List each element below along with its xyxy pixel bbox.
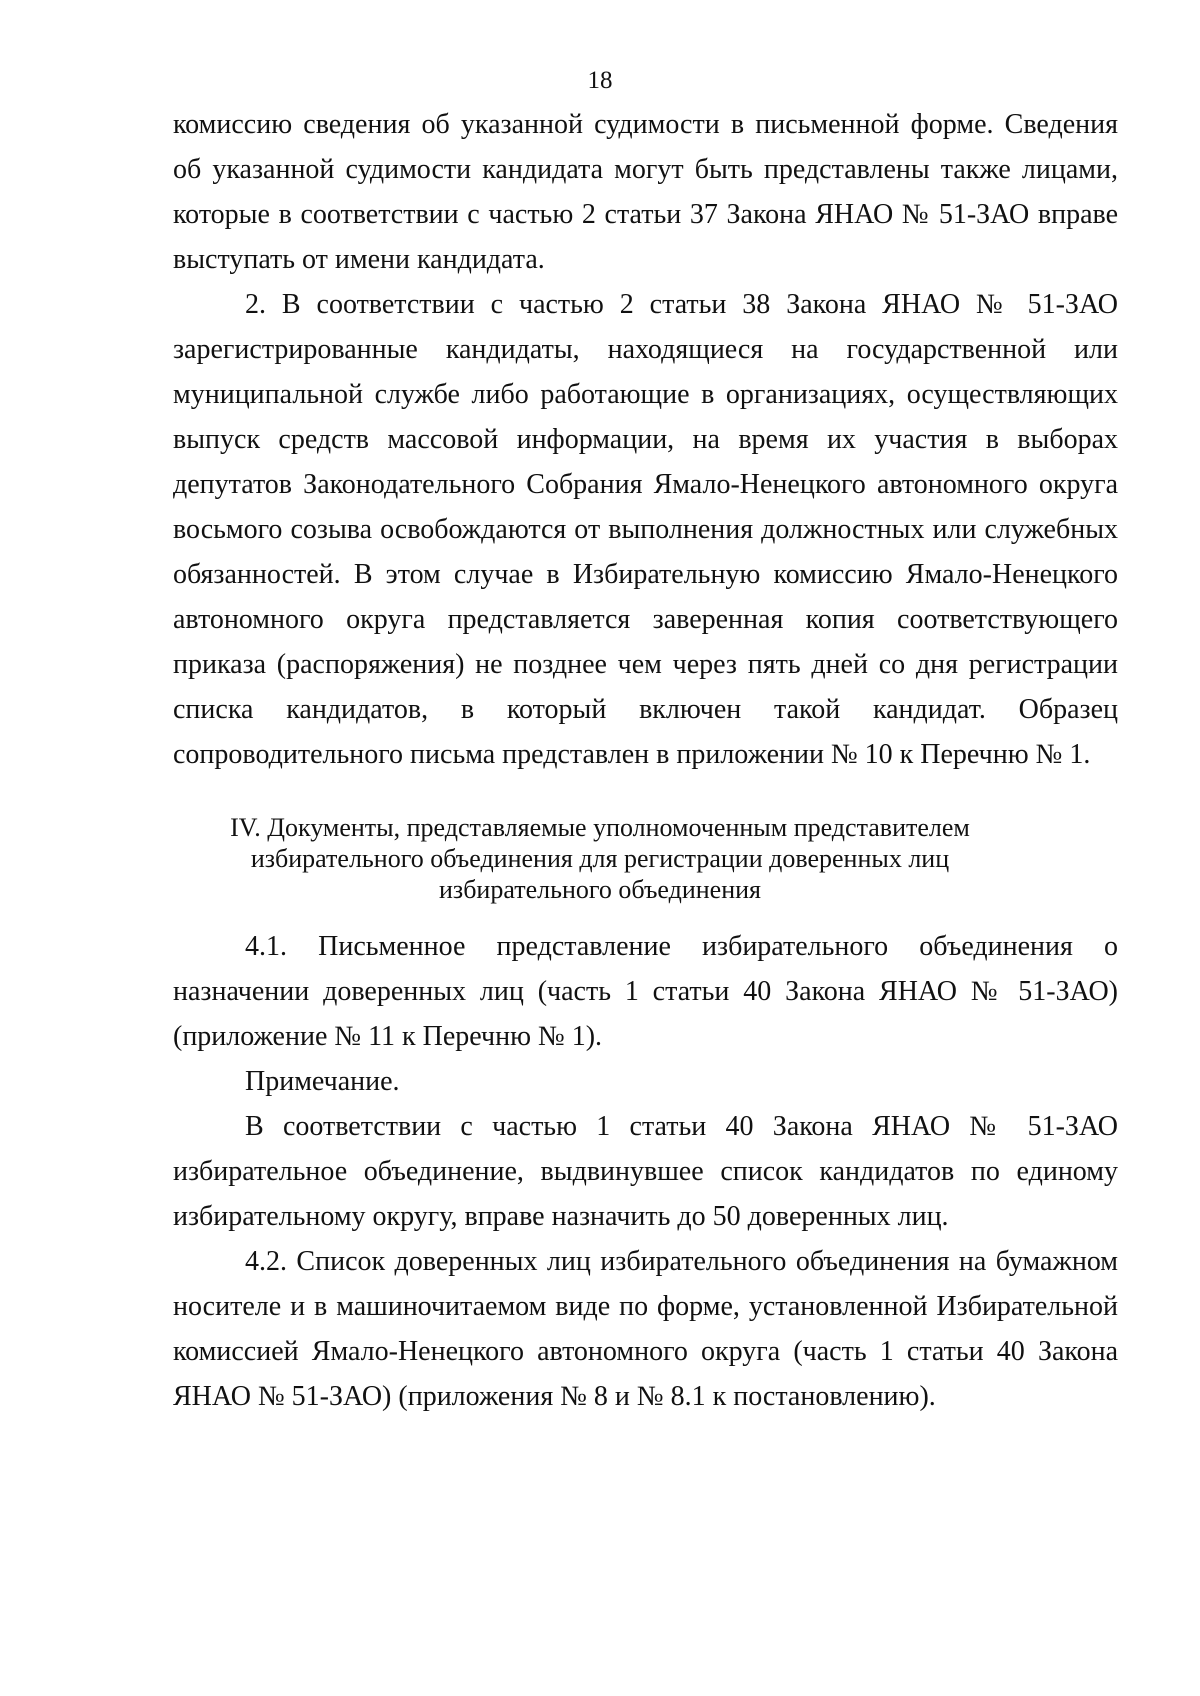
paragraph-line: 2. В соответствии с частью 2 статьи 38 Закона ЯНАО № 51-ЗАО	[245, 289, 1118, 320]
paragraph-line: комиссией Ямало-Ненецкого автономного округа (часть 1 статьи 40 Закона	[173, 1336, 1118, 1367]
paragraph-line: которые в соответствии с частью 2 статьи 37 Закона ЯНАО № 51-ЗАО вправе	[173, 199, 1118, 230]
paragraph-line: сопроводительного письма представлен в приложении № 10 к Перечню № 1.	[173, 739, 1091, 770]
paragraph-line: (приложение № 11 к Перечню № 1).	[173, 1021, 603, 1052]
paragraph-line: избирательному округу, вправе назначить до 50 доверенных лиц.	[173, 1201, 949, 1232]
paragraph-line: списка кандидатов, в который включен такой кандидат. Образец	[173, 694, 1118, 725]
paragraph-line: муниципальной службе либо работающие в организациях, осуществляющих	[173, 379, 1118, 410]
paragraph-line: назначении доверенных лиц (часть 1 статьи 40 Закона ЯНАО № 51-ЗАО)	[173, 976, 1118, 1007]
section-heading-line: IV. Документы, представляемые уполномоченным представителем	[230, 813, 970, 842]
paragraph-line: 4.1. Письменное представление избирательного объединения о	[245, 931, 1118, 962]
paragraph-line: комиссию сведения об указанной судимости в письменной форме. Сведения	[173, 109, 1118, 140]
paragraph-line: 4.2. Список доверенных лиц избирательного объединения на бумажном	[245, 1246, 1118, 1277]
paragraph-line: выпуск средств массовой информации, на время их участия в выборах	[173, 424, 1118, 455]
paragraph-line: выступать от имени кандидата.	[173, 244, 545, 275]
paragraph-line: зарегистрированные кандидаты, находящиеся на государственной или	[173, 334, 1118, 365]
paragraph-line: автономного округа представляется заверенная копия соответствующего	[173, 604, 1118, 635]
paragraph-line: об указанной судимости кандидата могут быть представлены также лицами,	[173, 154, 1118, 185]
page-number: 18	[587, 67, 613, 94]
note-label: Примечание.	[245, 1066, 400, 1097]
paragraph-line: обязанностей. В этом случае в Избирательную комиссию Ямало-Ненецкого	[173, 559, 1118, 590]
paragraph-line: избирательное объединение, выдвинувшее список кандидатов по единому	[173, 1156, 1118, 1187]
paragraph-line: носителе и в машиночитаемом виде по форме, установленной Избирательной	[173, 1291, 1118, 1322]
paragraph-line: В соответствии с частью 1 статьи 40 Закона ЯНАО № 51-ЗАО	[245, 1111, 1118, 1142]
paragraph-line: ЯНАО № 51-ЗАО) (приложения № 8 и № 8.1 к постановлению).	[173, 1381, 936, 1412]
section-heading-line: избирательного объединения	[439, 875, 761, 904]
paragraph-line: восьмого созыва освобождаются от выполнения должностных или служебных	[173, 514, 1118, 545]
paragraph-line: депутатов Законодательного Собрания Ямало-Ненецкого автономного округа	[173, 469, 1118, 500]
section-heading-line: избирательного объединения для регистрации доверенных лиц	[250, 844, 950, 873]
paragraph-line: приказа (распоряжения) не позднее чем через пять дней со дня регистрации	[173, 649, 1118, 680]
